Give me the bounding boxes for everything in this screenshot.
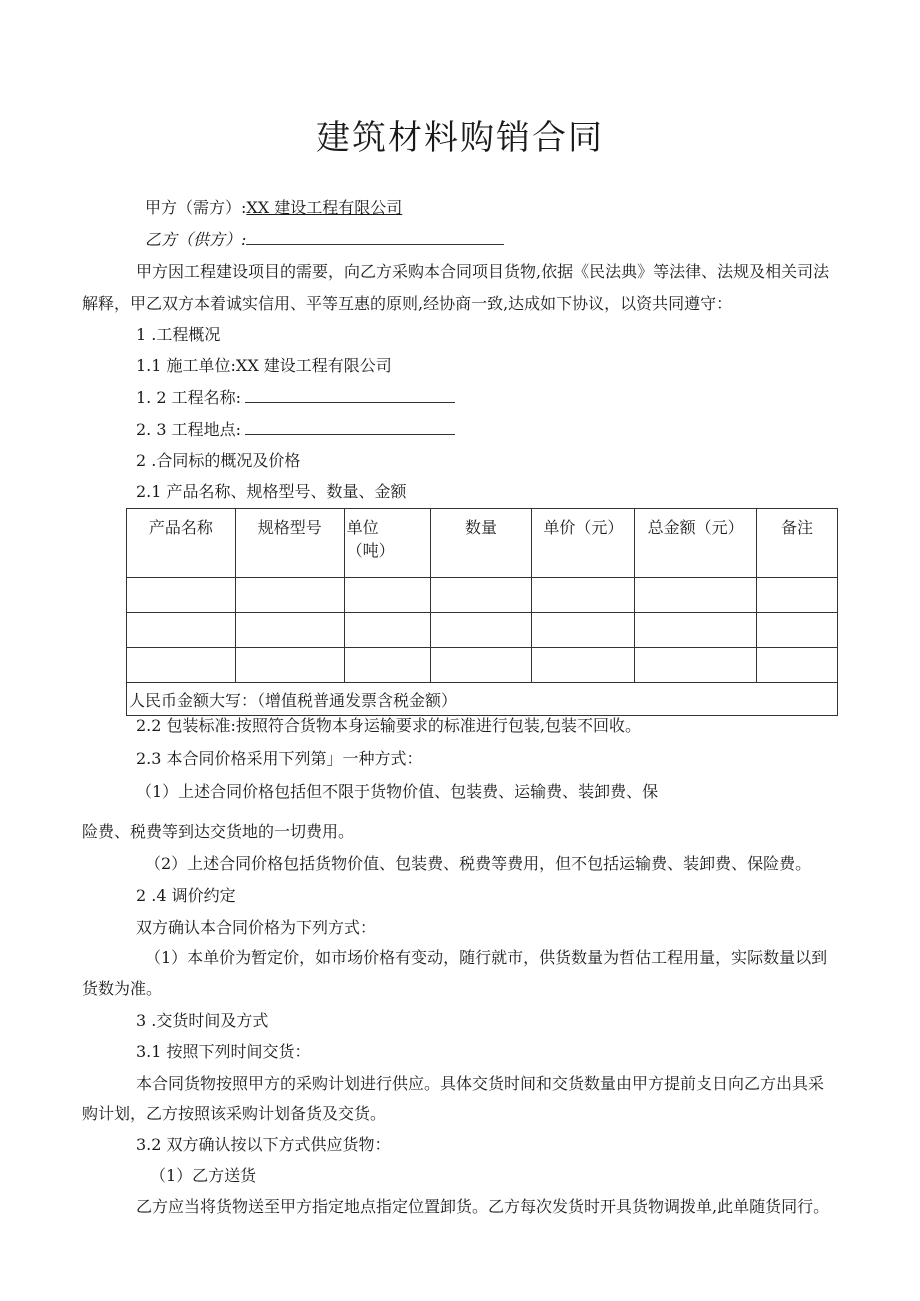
party-a-value: XX 建设工程有限公司 — [246, 198, 403, 217]
section-2-heading: 2 .合同标的概况及价格 — [136, 451, 301, 470]
table-cell[interactable] — [430, 578, 532, 613]
table-cell[interactable] — [127, 613, 236, 648]
amount-in-words[interactable]: 人民币金额大写：（增值税普通发票含税金额） — [127, 683, 838, 716]
table-cell[interactable] — [344, 578, 430, 613]
table-cell[interactable] — [532, 648, 635, 683]
table-footer-row — [127, 683, 838, 716]
delivery-time-text-b: 购计划，乙方按照该采购计划备货及交货。 — [82, 1104, 387, 1123]
table-row — [127, 648, 838, 683]
section-3-heading: 3 .交货时间及方式 — [136, 1011, 269, 1030]
pricing-method: 2.3 本合同价格采用下列第」一种方式： — [136, 749, 423, 768]
table-cell[interactable] — [235, 578, 344, 613]
price-adjust-option-1-b: 货数为准。 — [82, 979, 163, 998]
table-cell[interactable] — [344, 648, 430, 683]
header-unit-sub: （吨） — [346, 541, 395, 560]
project-location-blank[interactable] — [245, 420, 455, 435]
goods-table — [126, 508, 838, 716]
table-cell[interactable] — [635, 613, 757, 648]
delivery-time-text-a: 本合同货物按照甲方的采购计划进行供应。具体交货时间和交货数量由甲方提前攴日向乙方出具采 — [136, 1074, 825, 1093]
supply-option-1-text: 乙方应当将货物送至甲方指定地点指定位置卸货。乙方每次发货时开具货物调拨单,此单随货同行。 — [136, 1197, 830, 1216]
table-cell[interactable] — [532, 578, 635, 613]
project-name-blank[interactable] — [245, 388, 455, 403]
table-cell[interactable] — [430, 648, 532, 683]
table-cell[interactable] — [635, 578, 757, 613]
intro-line-2: 解释，甲乙双方本着诚实信用、平等互惠的原则,经协商一致,达成如下协议，以资共同遵守： — [82, 294, 733, 313]
pricing-option-2: （2）上述合同价格包括货物价值、包装费、税费等费用，但不包括运输费、装卸费、保险费。 — [145, 854, 812, 873]
table-cell[interactable] — [757, 648, 838, 683]
pricing-option-1-a: （1）上述合同价格包括但不限于货物价值、包装费、运输费、装卸费、保 — [136, 782, 659, 801]
table-cell[interactable] — [344, 613, 430, 648]
header-unit-label: 单位 — [346, 518, 379, 537]
party-b-blank[interactable] — [246, 230, 504, 245]
supply-method-heading: 3.2 双方确认按以下方式供应货物： — [136, 1135, 391, 1154]
header-note: 备注 — [757, 509, 838, 578]
header-total: 总金额（元） — [635, 509, 757, 578]
table-cell[interactable] — [235, 648, 344, 683]
party-a-line — [145, 198, 402, 218]
header-unit — [344, 509, 430, 578]
party-b-line — [145, 230, 504, 250]
header-unit-price: 单价（元） — [532, 509, 635, 578]
table-cell[interactable] — [757, 578, 838, 613]
table-cell[interactable] — [757, 613, 838, 648]
section-1-heading: 1 .工程概况 — [136, 325, 221, 344]
intro-line-1: 甲方因工程建设项目的需要，向乙方采购本合同项目货物,依据《民法典》等法律、法规及相关司法 — [136, 262, 830, 281]
supply-option-1: （1）乙方送货 — [150, 1166, 257, 1185]
price-adjust-intro: 双方确认本合同价格为下列方式： — [136, 918, 377, 937]
construction-unit: 1.1 施工单位:XX 建设工程有限公司 — [136, 356, 392, 375]
project-name-label: 1. 2 工程名称: — [136, 388, 242, 407]
table-cell[interactable] — [127, 578, 236, 613]
pricing-option-1-b: 险费、税费等到达交货地的一切费用。 — [82, 822, 355, 841]
table-cell[interactable] — [532, 613, 635, 648]
table-row — [127, 613, 838, 648]
party-a-label: 甲方（需方）: — [145, 198, 247, 217]
delivery-time-heading: 3.1 按照下列时间交货： — [136, 1042, 311, 1061]
table-cell[interactable] — [430, 613, 532, 648]
header-product-name: 产品名称 — [127, 509, 236, 578]
table-row — [127, 578, 838, 613]
project-name-line — [136, 388, 455, 408]
product-list-heading: 2.1 产品名称、规格型号、数量、金额 — [136, 482, 407, 501]
packaging-standard: 2.2 包装标准:按照符合货物本身运输要求的标准进行包装,包装不回收。 — [136, 716, 642, 735]
document-title: 建筑材料购销合同 — [316, 118, 604, 158]
table-header-row — [127, 509, 838, 578]
table-cell[interactable] — [235, 613, 344, 648]
project-location-line — [136, 420, 455, 440]
party-b-label: 乙方（供方）: — [145, 230, 247, 249]
price-adjust-heading: 2 .4 调价约定 — [136, 886, 236, 905]
header-quantity: 数量 — [430, 509, 532, 578]
table-cell[interactable] — [127, 648, 236, 683]
project-location-label: 2. 3 工程地点: — [136, 420, 242, 439]
price-adjust-option-1-a: （1）本单价为暂定价，如市场价格有变动，随行就市，供货数量为哲估工程用量，实际数量以到 — [145, 948, 828, 967]
header-spec: 规格型号 — [235, 509, 344, 578]
table-cell[interactable] — [635, 648, 757, 683]
